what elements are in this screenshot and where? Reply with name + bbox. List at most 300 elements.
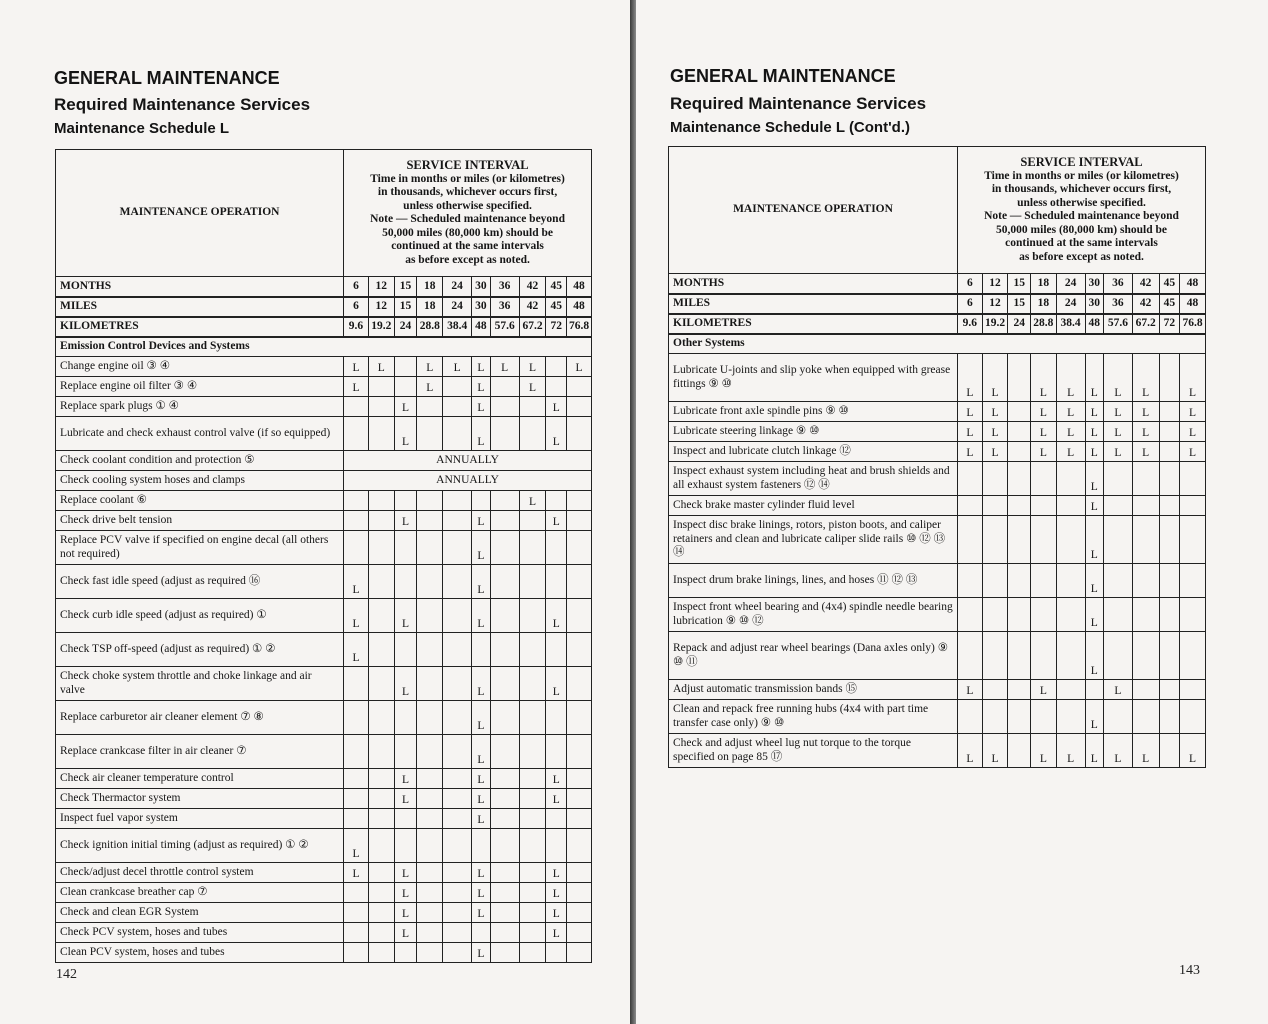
service-mark	[490, 633, 519, 667]
service-mark	[546, 531, 567, 565]
service-mark: L	[1056, 734, 1085, 768]
service-mark: L	[546, 667, 567, 701]
service-mark	[344, 417, 369, 451]
service-mark	[567, 809, 592, 829]
interval-value: 36	[490, 297, 519, 317]
service-mark	[417, 863, 443, 883]
interval-value: 45	[1159, 274, 1180, 294]
service-mark: L	[1104, 402, 1133, 422]
service-mark: L	[472, 511, 491, 531]
service-mark: L	[394, 667, 417, 701]
service-mark: L	[394, 599, 417, 633]
operation-label: Repack and adjust rear wheel bearings (Dana axles only) ⑨ ⑩ ⑪	[669, 632, 958, 680]
service-mark	[567, 491, 592, 511]
service-mark	[490, 397, 519, 417]
table-row	[56, 903, 592, 923]
service-interval-note: Time in months or miles (or kilometres)	[984, 169, 1179, 182]
interval-value: 18	[1031, 294, 1057, 314]
service-mark: L	[417, 357, 443, 377]
service-mark	[958, 462, 983, 496]
service-mark	[417, 565, 443, 599]
table-row	[56, 397, 592, 417]
service-mark	[368, 923, 394, 943]
operation-label: Clean crankcase breather cap ⑦	[56, 883, 344, 903]
operation-label: Inspect fuel vapor system	[56, 809, 344, 829]
table-row	[56, 633, 592, 667]
service-mark: L	[958, 354, 983, 402]
service-mark	[490, 789, 519, 809]
interval-value: 45	[546, 277, 567, 297]
table-row	[56, 863, 592, 883]
service-mark	[394, 735, 417, 769]
service-mark: L	[1085, 402, 1104, 422]
section-subheading: Required Maintenance Services	[54, 95, 311, 114]
interval-value: 19.2	[982, 314, 1008, 334]
service-mark	[1180, 700, 1206, 734]
service-mark	[417, 667, 443, 701]
service-mark: L	[1104, 734, 1133, 768]
table-header-row	[56, 150, 592, 277]
service-mark	[567, 667, 592, 701]
service-mark: L	[1132, 354, 1159, 402]
interval-value: 45	[546, 297, 567, 317]
page-heading: GENERAL MAINTENANCE	[54, 68, 280, 88]
service-mark	[490, 769, 519, 789]
service-mark	[546, 809, 567, 829]
service-mark	[368, 377, 394, 397]
service-mark: L	[472, 883, 491, 903]
service-mark	[443, 701, 472, 735]
service-mark	[1159, 734, 1180, 768]
interval-value: 48	[1180, 274, 1206, 294]
service-mark: L	[394, 903, 417, 923]
service-mark: L	[472, 789, 491, 809]
service-mark	[472, 829, 491, 863]
service-mark: L	[1085, 564, 1104, 598]
service-mark	[567, 633, 592, 667]
service-mark: L	[1085, 632, 1104, 680]
interval-value: 30	[1085, 294, 1104, 314]
interval-value: 6	[344, 277, 369, 297]
service-mark	[443, 789, 472, 809]
operation-label: Check fast idle speed (adjust as required ⑯	[56, 565, 344, 599]
service-mark	[368, 903, 394, 923]
service-mark	[417, 531, 443, 565]
service-mark	[567, 377, 592, 397]
operation-label: Inspect front wheel bearing and (4x4) spindle needle bearing lubrication ⑨ ⑩ ⑫	[669, 598, 958, 632]
service-mark: L	[1104, 422, 1133, 442]
table-row	[56, 667, 592, 701]
maintenance-schedule-table	[668, 146, 1206, 768]
service-mark: L	[472, 735, 491, 769]
service-mark	[417, 511, 443, 531]
service-mark: L	[344, 863, 369, 883]
service-mark: L	[344, 599, 369, 633]
service-mark	[519, 667, 546, 701]
interval-value: 24	[443, 277, 472, 297]
service-mark	[567, 531, 592, 565]
service-mark: L	[519, 377, 546, 397]
service-mark	[344, 923, 369, 943]
service-mark	[1085, 680, 1104, 700]
interval-value: 6	[344, 297, 369, 317]
service-mark	[982, 632, 1008, 680]
service-mark	[1008, 734, 1031, 768]
service-mark	[958, 564, 983, 598]
table-row	[669, 632, 1206, 680]
interval-value: 28.8	[1031, 314, 1057, 334]
service-mark	[546, 357, 567, 377]
service-mark	[368, 809, 394, 829]
table-row	[56, 491, 592, 511]
interval-value: 42	[519, 297, 546, 317]
service-mark: L	[1056, 442, 1085, 462]
service-mark: L	[368, 357, 394, 377]
interval-value: 38.4	[1056, 314, 1085, 334]
service-mark	[1159, 598, 1180, 632]
service-mark	[368, 789, 394, 809]
table-row	[669, 734, 1206, 768]
operation-label: Check cooling system hoses and clamps	[56, 471, 344, 491]
service-mark	[1008, 680, 1031, 700]
service-mark: L	[443, 357, 472, 377]
operation-label: Check brake master cylinder fluid level	[669, 496, 958, 516]
table-row	[669, 564, 1206, 598]
service-mark	[490, 863, 519, 883]
service-mark: L	[472, 863, 491, 883]
service-mark	[982, 496, 1008, 516]
service-mark: L	[1085, 700, 1104, 734]
service-mark: L	[472, 667, 491, 701]
service-mark	[443, 531, 472, 565]
service-mark: L	[1180, 422, 1206, 442]
service-mark: L	[490, 357, 519, 377]
service-mark	[1159, 354, 1180, 402]
service-mark	[1031, 516, 1057, 564]
service-mark	[394, 377, 417, 397]
service-mark	[472, 491, 491, 511]
service-mark	[443, 883, 472, 903]
service-mark: L	[472, 565, 491, 599]
service-mark	[1132, 496, 1159, 516]
table-row	[56, 357, 592, 377]
service-mark	[472, 923, 491, 943]
service-mark	[344, 903, 369, 923]
annual-interval: ANNUALLY	[344, 471, 592, 491]
service-mark	[1104, 564, 1133, 598]
service-mark: L	[1031, 734, 1057, 768]
service-mark	[344, 511, 369, 531]
service-mark	[368, 633, 394, 667]
service-mark	[368, 829, 394, 863]
service-mark	[443, 491, 472, 511]
service-mark: L	[1085, 442, 1104, 462]
operation-label: Check curb idle speed (adjust as required) ①	[56, 599, 344, 633]
service-mark	[394, 943, 417, 963]
service-mark	[417, 829, 443, 863]
service-mark	[368, 491, 394, 511]
service-mark	[567, 883, 592, 903]
service-mark	[1008, 442, 1031, 462]
service-mark	[490, 417, 519, 451]
service-mark	[1056, 462, 1085, 496]
service-mark	[443, 565, 472, 599]
service-mark	[567, 943, 592, 963]
service-interval-header	[344, 150, 592, 277]
service-mark: L	[417, 377, 443, 397]
service-mark	[519, 599, 546, 633]
service-mark	[1180, 516, 1206, 564]
service-mark	[1008, 402, 1031, 422]
service-mark	[394, 357, 417, 377]
service-mark	[1104, 462, 1133, 496]
table-row	[669, 496, 1206, 516]
service-mark	[394, 633, 417, 667]
interval-value: 12	[368, 277, 394, 297]
operation-label: Clean PCV system, hoses and tubes	[56, 943, 344, 963]
service-mark: L	[1085, 354, 1104, 402]
service-mark	[417, 789, 443, 809]
operation-label: Replace coolant ⑥	[56, 491, 344, 511]
schedule-title: Maintenance Schedule L (Cont'd.)	[670, 119, 910, 136]
service-mark	[1159, 462, 1180, 496]
table-row	[669, 442, 1206, 462]
service-mark	[546, 701, 567, 735]
table-row	[56, 599, 592, 633]
service-mark	[443, 511, 472, 531]
service-interval-note: in thousands, whichever occurs first,	[991, 183, 1172, 195]
operation-label: Check choke system throttle and choke linkage and air valve	[56, 667, 344, 701]
service-mark	[443, 769, 472, 789]
service-mark: L	[546, 511, 567, 531]
service-mark	[1008, 516, 1031, 564]
service-mark	[567, 923, 592, 943]
service-interval-note: Note — Scheduled maintenance beyond	[370, 213, 565, 225]
months-row-label: MONTHS	[669, 274, 958, 294]
service-mark	[567, 863, 592, 883]
service-mark	[490, 809, 519, 829]
service-mark	[1132, 700, 1159, 734]
operation-label: Lubricate U-joints and slip yoke when equipped with grease fittings ⑨ ⑩	[669, 354, 958, 402]
service-mark	[567, 599, 592, 633]
service-mark	[567, 829, 592, 863]
service-mark: L	[982, 442, 1008, 462]
service-mark	[443, 943, 472, 963]
operation-label: Lubricate and check exhaust control valve (if so equipped)	[56, 417, 344, 451]
operation-label: Replace spark plugs ① ④	[56, 397, 344, 417]
section-row	[669, 334, 1206, 354]
service-mark	[1008, 496, 1031, 516]
service-mark: L	[1031, 402, 1057, 422]
service-mark: L	[958, 734, 983, 768]
service-mark: L	[472, 809, 491, 829]
service-mark: L	[344, 377, 369, 397]
service-mark	[519, 829, 546, 863]
service-mark	[1132, 462, 1159, 496]
interval-value: 48	[472, 317, 491, 337]
service-mark	[519, 565, 546, 599]
operation-label: Replace carburetor air cleaner element ⑦ ⑧	[56, 701, 344, 735]
service-mark	[490, 531, 519, 565]
service-mark	[567, 565, 592, 599]
interval-value: 24	[443, 297, 472, 317]
service-mark	[490, 667, 519, 701]
service-mark	[490, 701, 519, 735]
service-mark	[368, 735, 394, 769]
service-mark	[443, 599, 472, 633]
service-mark: L	[958, 442, 983, 462]
service-mark	[1180, 564, 1206, 598]
interval-value: 24	[1056, 294, 1085, 314]
interval-value: 72	[546, 317, 567, 337]
interval-value: 6	[958, 274, 983, 294]
operation-label: Inspect and lubricate clutch linkage ⑫	[669, 442, 958, 462]
service-interval-note: 50,000 miles (80,000 km) should be	[382, 226, 553, 239]
operation-label: Change engine oil ③ ④	[56, 357, 344, 377]
service-mark	[344, 943, 369, 963]
service-mark	[958, 700, 983, 734]
service-mark: L	[1180, 442, 1206, 462]
table-row	[669, 700, 1206, 734]
service-mark	[417, 769, 443, 789]
service-mark: L	[567, 357, 592, 377]
service-mark	[417, 599, 443, 633]
kilometres-row	[669, 314, 1206, 334]
service-mark: L	[344, 829, 369, 863]
service-mark	[417, 417, 443, 451]
service-interval-note: continued at the same intervals	[1005, 237, 1158, 249]
months-row	[56, 277, 592, 297]
kilometres-row-label: KILOMETRES	[669, 314, 958, 334]
service-mark: L	[394, 511, 417, 531]
service-mark	[1008, 598, 1031, 632]
interval-value: 48	[1180, 294, 1206, 314]
service-mark: L	[1085, 734, 1104, 768]
interval-value: 15	[1008, 274, 1031, 294]
table-row	[56, 769, 592, 789]
service-mark	[344, 789, 369, 809]
service-mark	[1008, 700, 1031, 734]
service-mark: L	[344, 633, 369, 667]
operation-label: Lubricate steering linkage ⑨ ⑩	[669, 422, 958, 442]
service-mark	[567, 903, 592, 923]
interval-value: 57.6	[1104, 314, 1133, 334]
service-mark	[490, 923, 519, 943]
table-row	[669, 598, 1206, 632]
service-mark	[490, 511, 519, 531]
right-page	[636, 0, 1268, 1024]
interval-value: 57.6	[490, 317, 519, 337]
service-mark	[1031, 496, 1057, 516]
service-mark	[519, 511, 546, 531]
service-mark: L	[546, 769, 567, 789]
service-mark	[519, 531, 546, 565]
service-mark	[368, 599, 394, 633]
schedule-title: Maintenance Schedule L	[54, 120, 230, 137]
service-mark: L	[1056, 354, 1085, 402]
page-number: 143	[1179, 963, 1200, 978]
table-row	[669, 354, 1206, 402]
service-mark: L	[472, 599, 491, 633]
service-mark	[1104, 700, 1133, 734]
service-mark	[490, 943, 519, 963]
interval-value: 67.2	[1132, 314, 1159, 334]
service-mark	[1180, 598, 1206, 632]
service-mark	[1159, 564, 1180, 598]
service-mark	[519, 863, 546, 883]
service-mark	[567, 417, 592, 451]
service-mark	[1008, 462, 1031, 496]
interval-value: 12	[982, 274, 1008, 294]
table-row	[56, 701, 592, 735]
service-mark	[394, 531, 417, 565]
service-mark: L	[1085, 462, 1104, 496]
service-mark	[417, 903, 443, 923]
service-mark	[546, 943, 567, 963]
service-mark: L	[472, 417, 491, 451]
section-subheading: Required Maintenance Services	[670, 94, 927, 113]
operation-label: Check TSP off-speed (adjust as required) ① ②	[56, 633, 344, 667]
service-mark: L	[546, 417, 567, 451]
interval-value: 19.2	[368, 317, 394, 337]
operation-label: Clean and repack free running hubs (4x4 with part time transfer case only) ⑨ ⑩	[669, 700, 958, 734]
operation-label: Check/adjust decel throttle control system	[56, 863, 344, 883]
service-mark: L	[546, 923, 567, 943]
operation-label: Inspect disc brake linings, rotors, piston boots, and caliper retainers and clean and lubricate caliper slide rails ⑩ ⑫ ⑬ ⑭	[669, 516, 958, 564]
service-interval-note: Note — Scheduled maintenance beyond	[984, 210, 1179, 222]
service-mark	[1159, 516, 1180, 564]
service-interval-note: continued at the same intervals	[391, 240, 544, 252]
service-mark	[417, 943, 443, 963]
interval-value: 72	[1159, 314, 1180, 334]
table-row	[56, 829, 592, 863]
service-mark	[1008, 422, 1031, 442]
service-mark	[982, 680, 1008, 700]
service-mark: L	[394, 923, 417, 943]
service-mark: L	[982, 354, 1008, 402]
service-mark: L	[1031, 354, 1057, 402]
service-mark	[519, 735, 546, 769]
service-mark: L	[472, 943, 491, 963]
interval-value: 15	[1008, 294, 1031, 314]
service-mark	[982, 564, 1008, 598]
interval-value: 18	[1031, 274, 1057, 294]
service-mark	[417, 633, 443, 667]
page-number: 142	[56, 967, 77, 982]
table-row	[56, 471, 592, 491]
service-mark	[490, 829, 519, 863]
service-mark	[368, 417, 394, 451]
service-interval-header	[958, 147, 1206, 274]
service-mark	[1132, 598, 1159, 632]
service-mark	[443, 633, 472, 667]
service-interval-note: in thousands, whichever occurs first,	[377, 186, 558, 198]
interval-value: 42	[1132, 274, 1159, 294]
service-mark: L	[1104, 354, 1133, 402]
kilometres-row	[56, 317, 592, 337]
service-interval-note: as before except as noted.	[405, 253, 530, 266]
service-mark	[1159, 442, 1180, 462]
service-mark	[1159, 402, 1180, 422]
service-mark	[344, 531, 369, 565]
operation-label: Replace engine oil filter ③ ④	[56, 377, 344, 397]
interval-value: 48	[567, 277, 592, 297]
service-mark	[1056, 564, 1085, 598]
service-mark	[1180, 496, 1206, 516]
service-mark	[1159, 422, 1180, 442]
operation-label: Check PCV system, hoses and tubes	[56, 923, 344, 943]
left-page	[0, 0, 630, 1024]
